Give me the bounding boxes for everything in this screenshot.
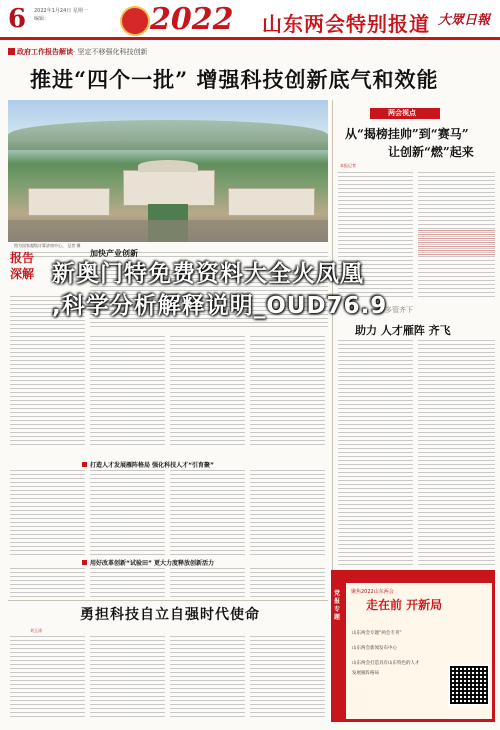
body-text [250,636,325,720]
body-text [418,340,495,565]
meeting-viewpoint-tag [370,108,440,119]
section-rule [8,600,328,601]
body-text [10,470,85,555]
qr-code-icon[interactable] [448,664,490,706]
highlight-text [418,230,495,255]
supercomputer-center-photo [8,100,328,242]
section-head-reform-label: 用好改革创新“试验田” 更大力度释放创新活力 [90,560,214,567]
body-text [170,568,245,598]
date-line: 2022年1月24日 星期一 [34,8,88,14]
section-head-talent [82,460,214,469]
right-story-title-1: 从“揭榜挂帅”到“赛马” [345,127,469,141]
ad-side-label: 党报专题 [334,590,341,621]
meeting-viewpoint-label: 两会视点 [388,109,416,117]
photo-caption: 图为国家超级计算济南中心。 记者 摄 [14,243,81,248]
body-text [170,470,245,555]
body-text [10,636,85,720]
overlay-headline-1: 新奥门特免费资料大全火凤凰 [52,261,364,287]
body-text [90,336,165,446]
section-marker-icon [82,462,87,467]
body-text [10,568,85,598]
national-emblem-icon [120,6,150,36]
section-head-reform [82,558,214,567]
ad-item[interactable]: 山东两会新闻发布中心 [352,646,397,651]
ad-item[interactable]: 山东两会打造具有山东特色的人才 [352,661,420,666]
bottom-headline: 勇担科技自立自强时代使命 [80,607,260,623]
section-tag [8,47,147,57]
right-story-title-2: 让创新“燃”起来 [388,145,474,159]
body-text [90,568,165,598]
body-text [90,636,165,720]
strap-title: 加快产业创新 [90,249,138,258]
body-text [170,636,245,720]
column-divider [332,100,333,570]
right-lower-title: 助力 人才雁阵 齐飞 [355,324,451,337]
section-tag-sub: · 坚定不移强化科技创新 [73,48,148,56]
right-lower-subtitle: 多管齐下 [385,306,413,314]
body-text [250,470,325,555]
header-title: 山东两会特别报道 [262,12,430,36]
report-analysis-logo: 报告深解 [10,251,35,281]
body-text [250,568,325,598]
body-text [170,336,245,446]
main-headline: 推进“四个一批” 增强科技创新底气和效能 [30,67,439,92]
ad-title: 走在前 开新局 [366,598,443,612]
section-tag-label: 政府工作报告解读 [17,48,73,56]
body-text [90,470,165,555]
header-year: 2022 [150,2,234,37]
section-marker-icon [8,48,15,55]
newspaper-logo: 大眾日報 [438,13,491,28]
body-text [338,340,413,565]
overlay-headline-2: ,科学分析解释说明_OUD76.9 [52,293,388,319]
bottom-byline: 刘玉涛 [30,628,42,633]
section-marker-icon [82,560,87,565]
section-head-talent-label: 打造人才发展雁阵格局 强化科技人才“引育聚” [90,462,214,469]
ad-item[interactable]: 发展雁阵格局 [352,671,379,676]
right-story-byline: 本报记者 [340,163,356,168]
ad-header: 聚焦2022山东两会 [351,589,394,595]
ad-item[interactable]: 山东两会专题“两会专刊” [352,631,402,636]
header-rule [0,37,500,40]
body-text [250,336,325,446]
editor-line: 编辑： [34,16,50,22]
page-number: 6 [8,4,27,34]
